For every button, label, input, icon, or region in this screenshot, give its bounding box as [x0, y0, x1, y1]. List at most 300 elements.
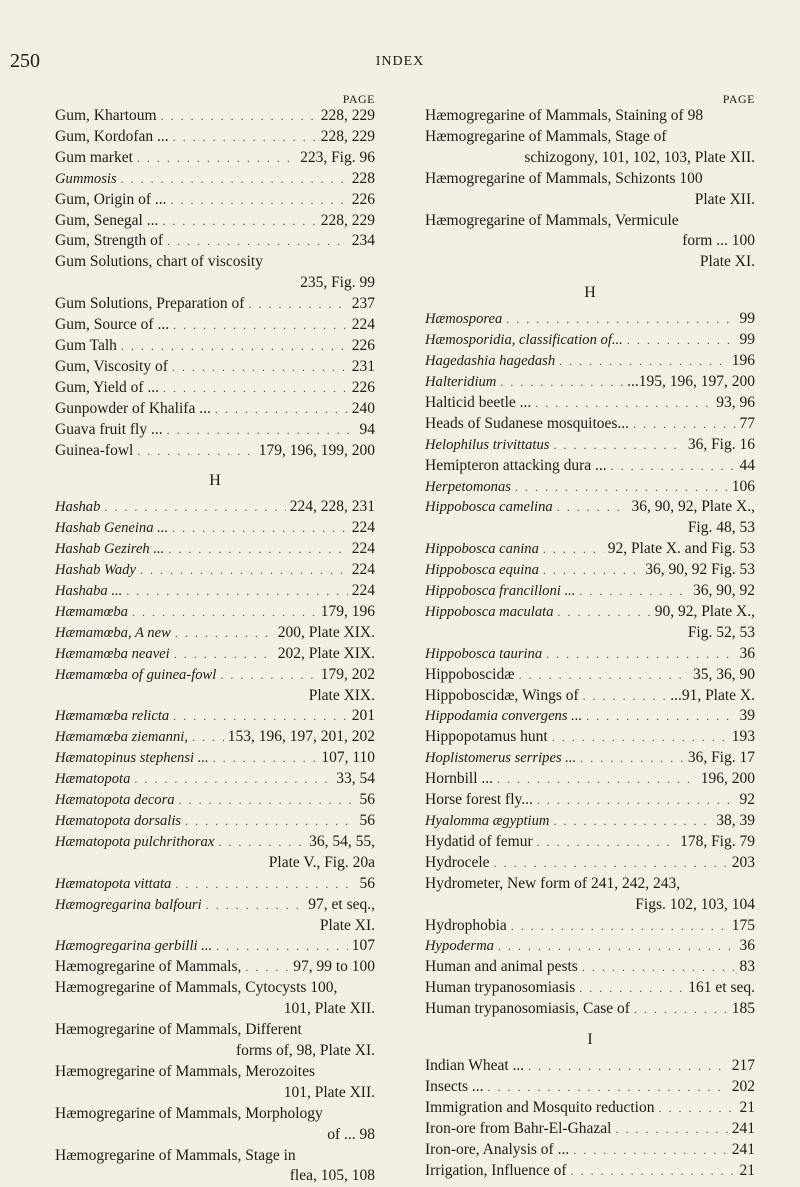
entry-page-refs: 185 [732, 999, 755, 1020]
leader-dots [216, 936, 348, 957]
entry-continuation: of ... 98 [55, 1125, 375, 1146]
index-entry [55, 581, 375, 602]
entry-term: Hæmatopinus stephensi ... [55, 748, 209, 769]
entry-page-refs: 203 [732, 853, 755, 874]
entry-term: Hæmogregarine of Mammals, Cytocysts 100, [55, 978, 337, 999]
entry-page-refs: 93, 96 [716, 393, 755, 414]
entry-continuation: Plate XI. [55, 916, 375, 937]
index-entry [425, 936, 755, 957]
entry-page-refs: 99 [740, 330, 756, 351]
leader-dots [162, 211, 316, 232]
index-entry [425, 811, 755, 832]
index-entry [55, 644, 375, 665]
leader-dots [245, 957, 289, 978]
entry-page-refs: 226 [352, 336, 375, 357]
page-header [0, 0, 800, 80]
entry-page-refs: 21 [740, 1098, 756, 1119]
leader-dots [500, 372, 623, 393]
entry-term: Human trypanosomiasis, Case of [425, 999, 630, 1020]
entry-term: Guava fruit fly ... [55, 420, 163, 441]
entry-term: Hippobosca francilloni ... [425, 581, 575, 602]
leader-dots [488, 1077, 728, 1098]
leader-dots [173, 706, 348, 727]
entry-page-refs: 83 [740, 957, 756, 978]
entry-continuation: Fig. 52, 53 [425, 623, 755, 644]
entry-page-refs: 196 [732, 351, 755, 372]
index-entry [425, 957, 755, 978]
entry-term: Hæmatopota [55, 769, 130, 790]
entry-continuation: flea, 105, 108 [55, 1166, 375, 1187]
leader-dots [173, 315, 348, 336]
leader-dots [559, 351, 728, 372]
entry-page-refs: 36, Fig. 16 [688, 435, 755, 456]
entry-continuation: Fig. 48, 53 [425, 518, 755, 539]
index-entry [55, 978, 375, 1020]
entry-term: Gum, Strength of [55, 231, 163, 252]
entry-term: Gum, Khartoum [55, 106, 157, 127]
leader-dots [172, 357, 348, 378]
index-entry [425, 1098, 755, 1119]
index-entry [55, 623, 375, 644]
entry-page-refs: 231 [352, 357, 375, 378]
entry-term: Hypoderma [425, 936, 494, 957]
entry-term: Hæmamœba, A new [55, 623, 171, 644]
index-column-right [425, 92, 755, 1182]
leader-dots [134, 769, 332, 790]
leader-dots [557, 497, 628, 518]
leader-dots [580, 748, 684, 769]
index-entry [55, 811, 375, 832]
entry-page-refs: 92 [740, 790, 756, 811]
index-entry [425, 456, 755, 477]
leader-dots [168, 539, 347, 560]
leader-dots [558, 602, 651, 623]
entry-term: Hæmogregarine of Mammals, Stage of [425, 127, 666, 148]
entry-continuation: 101, Plate XII. [55, 1083, 375, 1104]
entry-term: Hæmogregarine of Mammals, Stage in [55, 1146, 296, 1167]
entry-term: Hippobosca maculata [425, 602, 554, 623]
index-entry [425, 309, 755, 330]
index-entry [425, 581, 755, 602]
index-entry [425, 999, 755, 1020]
entry-page-refs: 224 [352, 539, 375, 560]
entry-term: Human and animal pests [425, 957, 578, 978]
entry-continuation: Plate V., Fig. 20a [55, 853, 375, 874]
entry-term: Hæmatopota decora [55, 790, 175, 811]
entry-page-refs: 36, 90, 92, Plate X., [631, 497, 755, 518]
index-entry [55, 169, 375, 190]
entry-term: Irrigation, Influence of [425, 1161, 567, 1182]
entry-term: Hemipteron attacking dura ... [425, 456, 607, 477]
index-entry [55, 769, 375, 790]
index-entry [55, 895, 375, 937]
entry-term: Iron-ore from Bahr-El-Ghazal [425, 1119, 611, 1140]
index-entry [425, 748, 755, 769]
leader-dots [121, 336, 348, 357]
leader-dots [132, 602, 317, 623]
index-entry [55, 106, 375, 127]
index-entry [55, 252, 375, 294]
index-entry [425, 560, 755, 581]
leader-dots [573, 1140, 728, 1161]
index-entry [425, 1161, 755, 1182]
entry-page-refs: 21 [740, 1161, 756, 1182]
index-entry [55, 420, 375, 441]
entry-term: Hæmatopota dorsalis [55, 811, 181, 832]
leader-dots [506, 309, 735, 330]
index-entry [55, 832, 375, 874]
index-entry [425, 351, 755, 372]
entry-page-refs: 228, 229 [321, 106, 375, 127]
index-entry [425, 1056, 755, 1077]
leader-dots [175, 623, 274, 644]
leader-dots [498, 936, 736, 957]
entry-page-refs: 77 [740, 414, 756, 435]
index-entry [425, 790, 755, 811]
index-entry [55, 211, 375, 232]
index-entry [425, 169, 755, 211]
entry-term: Gum, Senegal ... [55, 211, 158, 232]
entry-term: Hippobosca camelina [425, 497, 553, 518]
index-entry [55, 336, 375, 357]
entry-page-refs: 107, 110 [321, 748, 375, 769]
entry-page-refs: 90, 92, Plate X., [655, 602, 755, 623]
leader-dots [627, 330, 736, 351]
entry-term: Hashab [55, 497, 100, 518]
leader-dots [121, 169, 348, 190]
entry-page-refs: 36, 90, 92 Fig. 53 [645, 560, 755, 581]
leader-dots [218, 832, 305, 853]
entry-page-refs: 179, 196, 199, 200 [259, 441, 375, 462]
entry-term: Gum, Kordofan ... [55, 127, 169, 148]
index-entry [425, 211, 755, 274]
leader-dots [140, 560, 348, 581]
entry-term: Immigration and Mosquito reduction [425, 1098, 654, 1119]
index-entry [55, 315, 375, 336]
leader-dots [571, 1161, 736, 1182]
entry-term: Guinea-fowl [55, 441, 133, 462]
index-entry [425, 644, 755, 665]
entry-continuation: forms of, 98, Plate XI. [55, 1041, 375, 1062]
index-entry [55, 1062, 375, 1104]
index-entry [425, 706, 755, 727]
index-entry [55, 874, 375, 895]
entry-term: Hæmamœba of guinea-fowl [55, 665, 216, 686]
index-entry [55, 357, 375, 378]
entry-page-refs: ...91, Plate X. [670, 686, 755, 707]
entry-page-refs: 224 [352, 315, 375, 336]
entry-page-refs: 217 [732, 1056, 755, 1077]
index-entry [425, 1119, 755, 1140]
entry-term: Human trypanosomiasis [425, 978, 575, 999]
leader-dots [511, 916, 728, 937]
entry-page-refs: 161 et seq. [688, 978, 755, 999]
index-entry [55, 602, 375, 623]
entry-page-refs: 44 [740, 456, 756, 477]
leader-dots [175, 874, 355, 895]
leader-dots [615, 1119, 727, 1140]
leader-dots [497, 769, 697, 790]
entry-term: Gummosis [55, 169, 117, 190]
entry-term: Gunpowder of Khalifa ... [55, 399, 211, 420]
leader-dots [185, 811, 355, 832]
index-entry [425, 127, 755, 169]
entry-term: Insects ... [425, 1077, 484, 1098]
entry-page-refs: 226 [352, 378, 375, 399]
leader-dots [552, 727, 728, 748]
entry-page-refs: 39 [740, 706, 756, 727]
entry-page-refs: 36 [740, 644, 756, 665]
leader-dots [206, 895, 305, 916]
entry-term: Hæmamœba [55, 602, 128, 623]
entry-continuation: schizogony, 101, 102, 103, Plate XII. [425, 148, 755, 169]
index-entry [425, 414, 755, 435]
entry-page-refs: 56 [360, 874, 376, 895]
index-entry [55, 1104, 375, 1146]
leader-dots [553, 435, 683, 456]
entry-page-refs: 36, 90, 92 [693, 581, 755, 602]
index-entry [425, 832, 755, 853]
leader-dots [553, 811, 712, 832]
index-entry [55, 790, 375, 811]
entry-term: Gum, Yield of ... [55, 378, 159, 399]
entry-page-refs: 36 [740, 936, 756, 957]
leader-dots [611, 456, 736, 477]
index-entry [425, 435, 755, 456]
leader-dots [173, 127, 317, 148]
entry-page-refs: 226 [352, 190, 375, 211]
index-entry [425, 727, 755, 748]
index-entry [55, 518, 375, 539]
index-entry [55, 148, 375, 169]
entry-term: Gum Solutions, chart of viscosity [55, 252, 263, 273]
entry-term: Hippobosca taurina [425, 644, 542, 665]
index-entry [55, 727, 375, 748]
index-entry [55, 399, 375, 420]
index-entry [425, 539, 755, 560]
leader-dots [213, 748, 318, 769]
entry-term: Indian Wheat ... [425, 1056, 524, 1077]
entry-term: Hæmogregarina gerbilli ... [55, 936, 212, 957]
entry-term: Hydrometer, New form of 241, 242, 243, [425, 874, 680, 895]
entry-page-refs: 179, 202 [321, 665, 375, 686]
entry-page-refs: 224 [352, 560, 375, 581]
index-entry [425, 106, 755, 127]
entry-page-refs: 201 [352, 706, 375, 727]
index-entry [425, 916, 755, 937]
page-column-label: PAGE [425, 92, 755, 106]
entry-continuation: Figs. 102, 103, 104 [425, 895, 755, 916]
running-head: INDEX [0, 54, 800, 70]
leader-dots [104, 497, 285, 518]
leader-dots [167, 420, 356, 441]
leader-dots [515, 477, 728, 498]
leader-dots [582, 957, 736, 978]
entry-page-refs: 175 [732, 916, 755, 937]
entry-term: Gum market [55, 148, 133, 169]
entry-term: Hæmamœba ziemanni, [55, 727, 188, 748]
entry-term: Hæmatopota pulchrithorax [55, 832, 214, 853]
entry-page-refs: 99 [740, 309, 756, 330]
leader-dots [126, 581, 347, 602]
entry-term: Gum Solutions, Preparation of [55, 294, 244, 315]
entry-term: Hagedashia hagedash [425, 351, 555, 372]
entry-term: Gum, Source of ... [55, 315, 169, 336]
entry-term: Gum, Origin of ... [55, 190, 167, 211]
index-entry [55, 294, 375, 315]
index-entry [55, 936, 375, 957]
entry-page-refs: 228 [352, 169, 375, 190]
leader-dots [519, 665, 689, 686]
entry-term: Herpetomonas [425, 477, 511, 498]
entry-page-refs: 241 [732, 1140, 755, 1161]
entry-term: Hashab Gezireh ... [55, 539, 164, 560]
index-entry [425, 1140, 755, 1161]
entry-page-refs: 228, 229 [321, 127, 375, 148]
entry-page-refs: 237 [352, 294, 375, 315]
index-entry [55, 1020, 375, 1062]
index-entry [425, 769, 755, 790]
entry-page-refs: 92, Plate X. and Fig. 53 [608, 539, 755, 560]
entry-page-refs: 56 [360, 811, 376, 832]
entry-page-refs: 33, 54 [336, 769, 375, 790]
entry-page-refs: 200, Plate XIX. [278, 623, 375, 644]
leader-dots [543, 560, 641, 581]
entry-term: Hæmogregarine of Mammals, Different [55, 1020, 302, 1041]
entry-page-refs: 196, 200 [701, 769, 755, 790]
leader-dots [171, 190, 348, 211]
entry-page-refs: 35, 36, 90 [693, 665, 755, 686]
entry-term: Hashab Wady [55, 560, 136, 581]
entry-term: Hoplistomerus serripes ... [425, 748, 576, 769]
index-entry [55, 560, 375, 581]
entry-term: Hashab Geneina ... [55, 518, 168, 539]
entry-term: Gum, Viscosity of [55, 357, 168, 378]
entry-term: Halteridium [425, 372, 496, 393]
index-entry [425, 665, 755, 686]
leader-dots [583, 686, 667, 707]
entry-page-refs: 153, 196, 197, 201, 202 [228, 727, 375, 748]
leader-dots [579, 581, 689, 602]
entry-term: Hydrophobia [425, 916, 507, 937]
entry-term: Hippodamia convergens ... [425, 706, 582, 727]
section-letter: I [425, 1030, 755, 1050]
page-number: 250 [10, 50, 40, 73]
entry-term: Hornbill ... [425, 769, 493, 790]
leader-dots [192, 727, 224, 748]
entry-term: Hydatid of femur [425, 832, 533, 853]
leader-dots [546, 644, 735, 665]
entry-term: Hæmogregarina balfouri [55, 895, 202, 916]
entry-term: Horse forest fly... [425, 790, 533, 811]
leader-dots [537, 790, 736, 811]
entry-page-refs: 97, et seq., [308, 895, 375, 916]
entry-continuation: 101, Plate XII. [55, 999, 375, 1020]
entry-page-refs: 234 [352, 231, 375, 252]
leader-dots [163, 378, 348, 399]
leader-dots [494, 853, 728, 874]
index-entry [55, 441, 375, 462]
entry-term: Hæmogregarine of Mammals, Staining of 98 [425, 106, 703, 127]
entry-term: Helophilus trivittatus [425, 435, 549, 456]
entry-continuation: Plate XIX. [55, 686, 375, 707]
entry-page-refs: 202, Plate XIX. [278, 644, 375, 665]
index-entry [55, 497, 375, 518]
section-letter: H [425, 283, 755, 303]
index-entry [425, 602, 755, 644]
entry-page-refs: 202 [732, 1077, 755, 1098]
leader-dots [543, 539, 604, 560]
entry-continuation: Plate XI. [425, 252, 755, 273]
section-letter: H [55, 471, 375, 491]
leader-dots [579, 978, 684, 999]
leader-dots [528, 1056, 728, 1077]
entry-term: Hippobosca equina [425, 560, 539, 581]
entry-term: Hæmogregarine of Mammals, Morphology [55, 1104, 323, 1125]
index-entry [425, 372, 755, 393]
entry-page-refs: 56 [360, 790, 376, 811]
leader-dots [220, 665, 316, 686]
index-entry [425, 393, 755, 414]
index-entry [55, 748, 375, 769]
entry-continuation: form ... 100 [425, 231, 755, 252]
entry-page-refs: 38, 39 [716, 811, 755, 832]
entry-term: Hæmosporidia, classification of... [425, 330, 623, 351]
entry-page-refs: 107 [352, 936, 375, 957]
page-column-label: PAGE [55, 92, 375, 106]
entry-page-refs: 94 [360, 420, 376, 441]
entry-term: Hæmogregarine of Mammals, [55, 957, 241, 978]
leader-dots [634, 999, 728, 1020]
index-entry [425, 330, 755, 351]
index-entry [55, 190, 375, 211]
leader-dots [137, 441, 254, 462]
entry-term: Hæmosporea [425, 309, 502, 330]
index-entry [425, 686, 755, 707]
entry-term: Hippopotamus hunt [425, 727, 548, 748]
entry-term: Hæmogregarine of Mammals, Vermicule [425, 211, 679, 232]
entry-term: Hæmamœba relicta [55, 706, 169, 727]
entry-term: Gum Talh [55, 336, 117, 357]
index-entry [55, 231, 375, 252]
leader-dots [172, 518, 348, 539]
leader-dots [179, 790, 356, 811]
entry-page-refs: 223, Fig. 96 [300, 148, 375, 169]
entry-page-refs: 36, 54, 55, [309, 832, 375, 853]
leader-dots [658, 1098, 735, 1119]
entry-term: Hashaba ... [55, 581, 122, 602]
entry-page-refs: 228, 229 [321, 211, 375, 232]
entry-page-refs: 224 [352, 581, 375, 602]
entry-page-refs: 36, Fig. 17 [688, 748, 755, 769]
leader-dots [137, 148, 296, 169]
index-entry [425, 853, 755, 874]
entry-page-refs: 224, 228, 231 [290, 497, 375, 518]
leader-dots [161, 106, 317, 127]
index-entry [425, 477, 755, 498]
index-entry [55, 539, 375, 560]
index-entry [425, 497, 755, 539]
leader-dots [167, 231, 348, 252]
entry-page-refs: ...195, 196, 197, 200 [627, 372, 755, 393]
entry-page-refs: 193 [732, 727, 755, 748]
index-entry [55, 957, 375, 978]
leader-dots [215, 399, 348, 420]
entry-page-refs: 178, Fig. 79 [680, 832, 755, 853]
index-entry [55, 1146, 375, 1187]
entry-term: Hæmatopota vittata [55, 874, 171, 895]
entry-term: Hæmogregarine of Mammals, Schizonts 100 [425, 169, 703, 190]
